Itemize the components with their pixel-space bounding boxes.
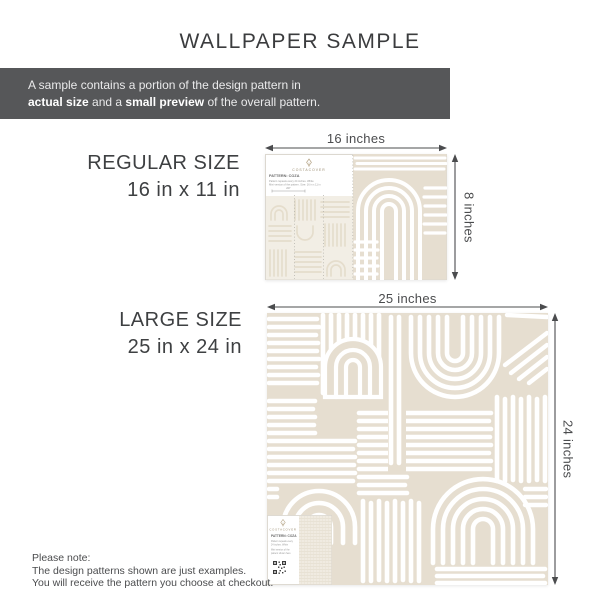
large-sample-image bbox=[267, 313, 548, 585]
card-note-1: Pattern repeats every 24 inches. White bbox=[269, 179, 314, 183]
card-note-2: 24 inches. White bbox=[271, 544, 288, 547]
pattern-name: PATTERN: COZA bbox=[269, 174, 300, 178]
footer-line3: You will receive the pattern you choose at checkout. bbox=[32, 577, 274, 589]
large-width-arrow bbox=[267, 302, 548, 312]
large-size-label bbox=[12, 307, 242, 361]
regular-size-dimensions: 16 in x 11 in bbox=[127, 179, 240, 201]
card-note-2: Mini version of the pattern. Size: 16 in x 11 in bbox=[269, 183, 321, 187]
info-banner bbox=[0, 68, 450, 119]
footer-line1: Please note: bbox=[32, 552, 91, 564]
banner-bold-actual-size: actual size bbox=[28, 94, 89, 109]
regular-width-arrow bbox=[265, 143, 447, 153]
card-note-1: Pattern repeats every bbox=[271, 541, 293, 543]
brand-name: COSTACOVER bbox=[269, 527, 297, 532]
banner-bold-small-preview: small preview bbox=[125, 94, 205, 109]
linen-texture-strip bbox=[299, 516, 332, 585]
page-title: WALLPAPER SAMPLE bbox=[179, 30, 421, 53]
mini-scale-label: 24'' bbox=[286, 186, 291, 191]
pattern-name: PATTERN: COZA bbox=[271, 534, 297, 538]
brand-name: COSTACOVER bbox=[292, 168, 326, 172]
regular-height-dimension: 8 inches bbox=[461, 191, 477, 243]
large-height-arrow bbox=[550, 313, 560, 585]
banner-line1: A sample contains a portion of the design pattern in bbox=[28, 78, 301, 92]
large-width-dimension: 25 inches bbox=[378, 291, 437, 306]
regular-size-label bbox=[10, 150, 240, 204]
footer-note bbox=[32, 552, 273, 590]
large-size-dimensions: 25 in x 24 in bbox=[127, 336, 242, 358]
card-note-3: Mini version of the bbox=[271, 549, 290, 552]
regular-height-arrow bbox=[450, 154, 460, 280]
regular-size-title: REGULAR SIZE bbox=[87, 152, 240, 174]
regular-sample-image bbox=[265, 154, 447, 280]
large-size-title: LARGE SIZE bbox=[119, 309, 242, 331]
large-sample-label-card bbox=[268, 516, 332, 585]
large-height-dimension: 24 inches bbox=[560, 419, 576, 479]
banner-line2: actual size and a small preview of the overall pattern. bbox=[28, 94, 321, 109]
regular-width-dimension: 16 inches bbox=[326, 131, 386, 146]
card-note-4: pattern shown here bbox=[271, 553, 291, 555]
regular-actual-size-pattern bbox=[353, 154, 447, 280]
footer-line2: The design patterns shown are just examples. bbox=[32, 564, 247, 577]
